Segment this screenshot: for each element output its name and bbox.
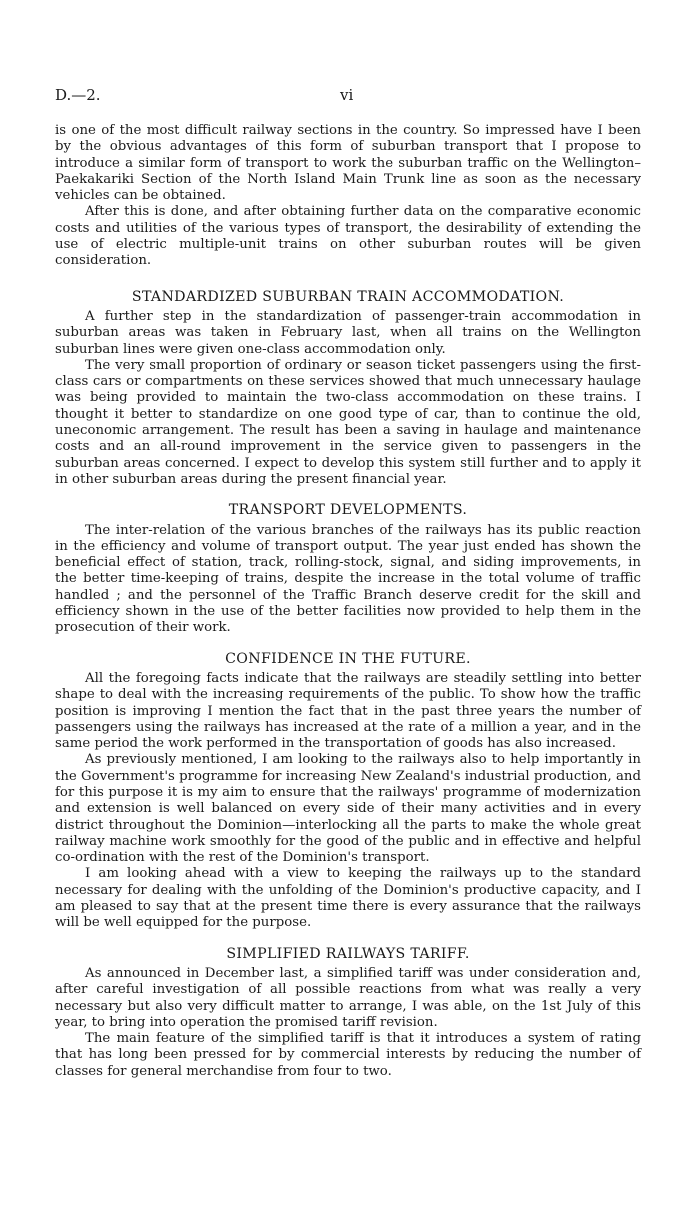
intro-paragraph-2: After this is done, and after obtaining further data on the comparative economic costs and utilities of the various types of transport, the desirability of extending the use of electric multiple-unit trains on other suburban routes will be given consideration. xyxy=(55,204,641,269)
section-1-paragraph-2: The very small proportion of ordinary or season ticket passengers using the first-class cars or compartments on these services showed that much unnecessary haulage was being provided to maintain the two-class accommodation on these trains. I thought it better to standardize on one good type of car, than to continue the old, uneconomic arrangement. The result has been a saving in haulage and maintenance costs and an all-round improvement in the service given to passengers in the suburban areas concerned. I expect to develop this system still further and to apply it in other suburban areas during the present financial year. xyxy=(55,357,641,487)
page-number: vi xyxy=(340,86,354,104)
section-3-paragraph-3: I am looking ahead with a view to keeping the railways up to the standard necessary for dealing with the unfolding of the Dominion's productive capacity, and I am pleased to say that at the present time there is every assurance that the railways will be well equipped for the purpose. xyxy=(55,866,641,931)
section-2-paragraph-1: The inter-relation of the various branches of the railways has its public reaction in the efficiency and volume of transport output. The year just ended has shown the beneficial effect of station, track, rolling-stock, signal, and siding improvements, in the better time-keeping of trains, despite the increase in the total volume of traffic handled ; and the personnel of the Traffic Branch deserve credit for the skill and efficiency shown in the use of the better facilities now provided to help them in the prosecution of their work. xyxy=(55,522,641,636)
section-3-paragraph-1: All the foregoing facts indicate that the railways are steadily settling into better shape to deal with the increasing requirements of the public. To show how the traffic position is improving I mention the fact that in the past three years the number of passengers using the railways has increased at the rate of a million a year, and in the same period the work performed in the transportation of goods has also increased. xyxy=(55,670,641,752)
section-heading-standardized-accommodation: STANDARDIZED SUBURBAN TRAIN ACCOMMODATION. xyxy=(131,288,565,305)
section-4-paragraph-2: The main feature of the simplified tariff is that it introduces a system of rating that has long been pressed for by commercial interests by reducing the number of classes for general merchandise from four to two. xyxy=(55,1031,641,1079)
document-reference: D.—2. xyxy=(55,86,101,104)
section-4-paragraph-1: As announced in December last, a simplified tariff was under consideration and, after careful investigation of all possible reactions from what was really a very necessary but also very difficult matter to arrange, I was able, on the 1st July of this year, to bring into operation the promised tariff revision. xyxy=(55,965,641,1030)
intro-paragraph-1: is one of the most difficult railway sections in the country. So impressed have I been by the obvious advantages of this form of suburban transport that I propose to introduce a similar form of transport to work the suburban traffic on the Wellington–Paekakariki Section of the North Island Main Trunk line as soon as the necessary vehicles can be obtained. xyxy=(55,123,641,204)
section-3-paragraph-2: As previously mentioned, I am looking to the railways also to help importantly in the Government's programme for increasing New Zealand's industrial production, and for this purpose it is my aim to ensure that the railways' programme of modernization and extension is well balanced on every side of their many activities and in every district throughout the Dominion—interlocking all the parts to make the whole great railway machine work smoothly for the good of the public and in effective and helpful co-ordination with the rest of the Dominion's transport. xyxy=(55,752,641,866)
page-header xyxy=(55,86,645,106)
section-1-paragraph-1: A further step in the standardization of passenger-train accommodation in suburban areas was taken in February last, when all trains on the Wellington suburban lines were given one-class accommodation only. xyxy=(55,308,641,357)
section-heading-confidence-future: CONFIDENCE IN THE FUTURE. xyxy=(225,650,471,667)
section-heading-transport-developments: TRANSPORT DEVELOPMENTS. xyxy=(228,502,468,519)
document-body xyxy=(55,123,641,1080)
section-heading-simplified-tariff: SIMPLIFIED RAILWAYS TARIFF. xyxy=(226,945,470,962)
